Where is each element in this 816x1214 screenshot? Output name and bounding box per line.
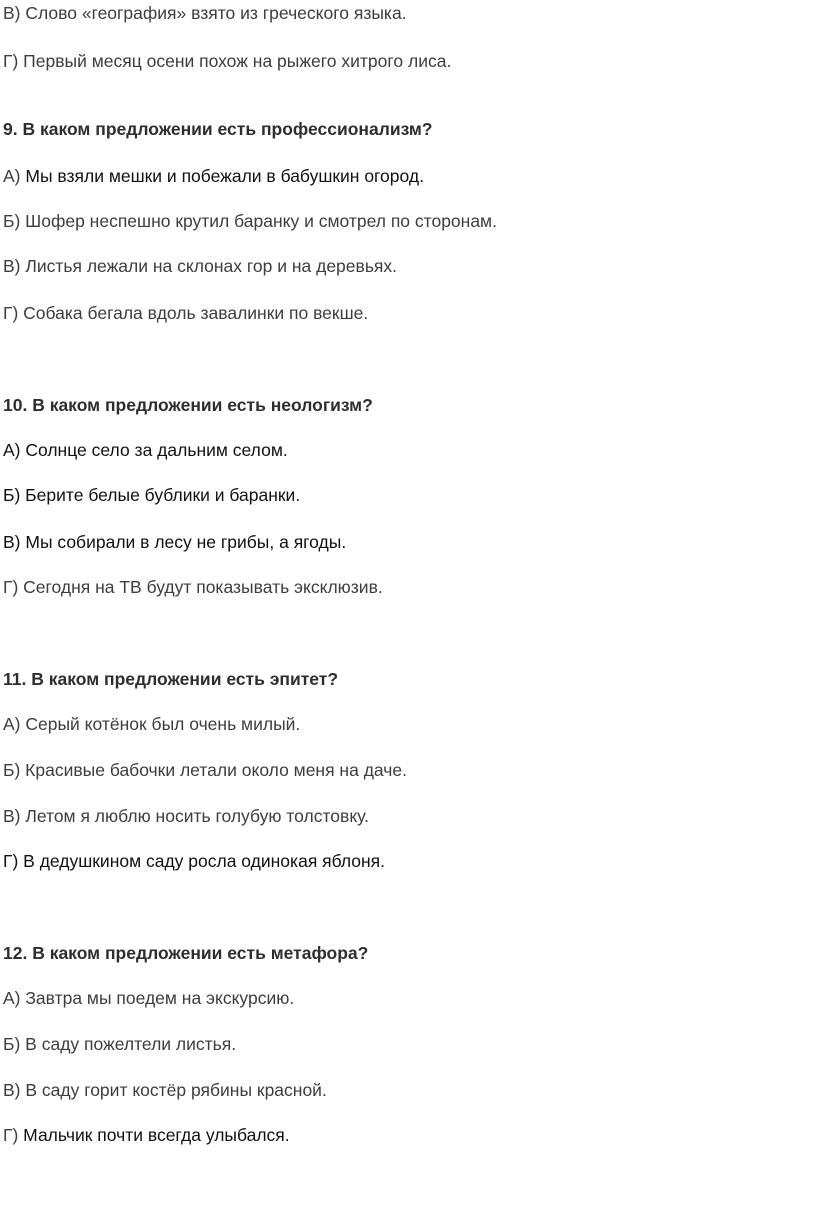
q12-option-a: А) Завтра мы поедем на экскурсию.: [3, 988, 295, 1008]
q12-option-v: В) В саду горит костёр рябины красной.: [3, 1080, 327, 1100]
q9-option-a-text: Мы взяли мешки и побежали в бабушкин огород.: [20, 166, 424, 186]
q9-option-v: В) Листья лежали на склонах гор и на деревьях.: [3, 256, 398, 276]
q12-option-g-text: Мальчик почти всегда улыбался.: [18, 1125, 290, 1145]
option-g-prev: Г) Первый месяц осени похож на рыжего хитрого лиса.: [3, 51, 452, 71]
question-12: 12. В каком предложении есть метафора?: [3, 943, 369, 963]
q9-option-g: Г) Собака бегала вдоль завалинки по векше.: [3, 303, 369, 323]
q9-option-a-letter: А): [3, 166, 21, 186]
q12-option-b: Б) В саду пожелтели листья.: [3, 1034, 237, 1054]
q10-option-a: А) Солнце село за дальним селом.: [3, 440, 288, 460]
question-11: 11. В каком предложении есть эпитет?: [3, 669, 339, 689]
q10-option-v: В) Мы собирали в лесу не грибы, а ягоды.: [3, 532, 347, 552]
question-10: 10. В каком предложении есть неологизм?: [3, 395, 373, 415]
q12-option-g-letter: Г): [3, 1125, 19, 1145]
q11-option-b: Б) Красивые бабочки летали около меня на даче.: [3, 760, 407, 780]
q11-option-g: Г) В дедушкином саду росла одинокая яблоня.: [3, 851, 386, 871]
q9-option-a: [3, 166, 424, 186]
q9-option-b: Б) Шофер неспешно крутил баранку и смотрел по сторонам.: [3, 211, 497, 231]
q11-option-v: В) Летом я люблю носить голубую толстовку.: [3, 806, 370, 826]
q10-option-b: Б) Берите белые бублики и баранки.: [3, 485, 301, 505]
option-v-prev: В) Слово «география» взято из греческого языка.: [3, 3, 407, 23]
q12-option-g: [3, 1125, 290, 1145]
question-9: 9. В каком предложении есть профессионализм?: [3, 119, 433, 139]
q10-option-g: Г) Сегодня на ТВ будут показывать эксклюзив.: [3, 577, 383, 597]
q11-option-a: А) Серый котёнок был очень милый.: [3, 714, 301, 734]
